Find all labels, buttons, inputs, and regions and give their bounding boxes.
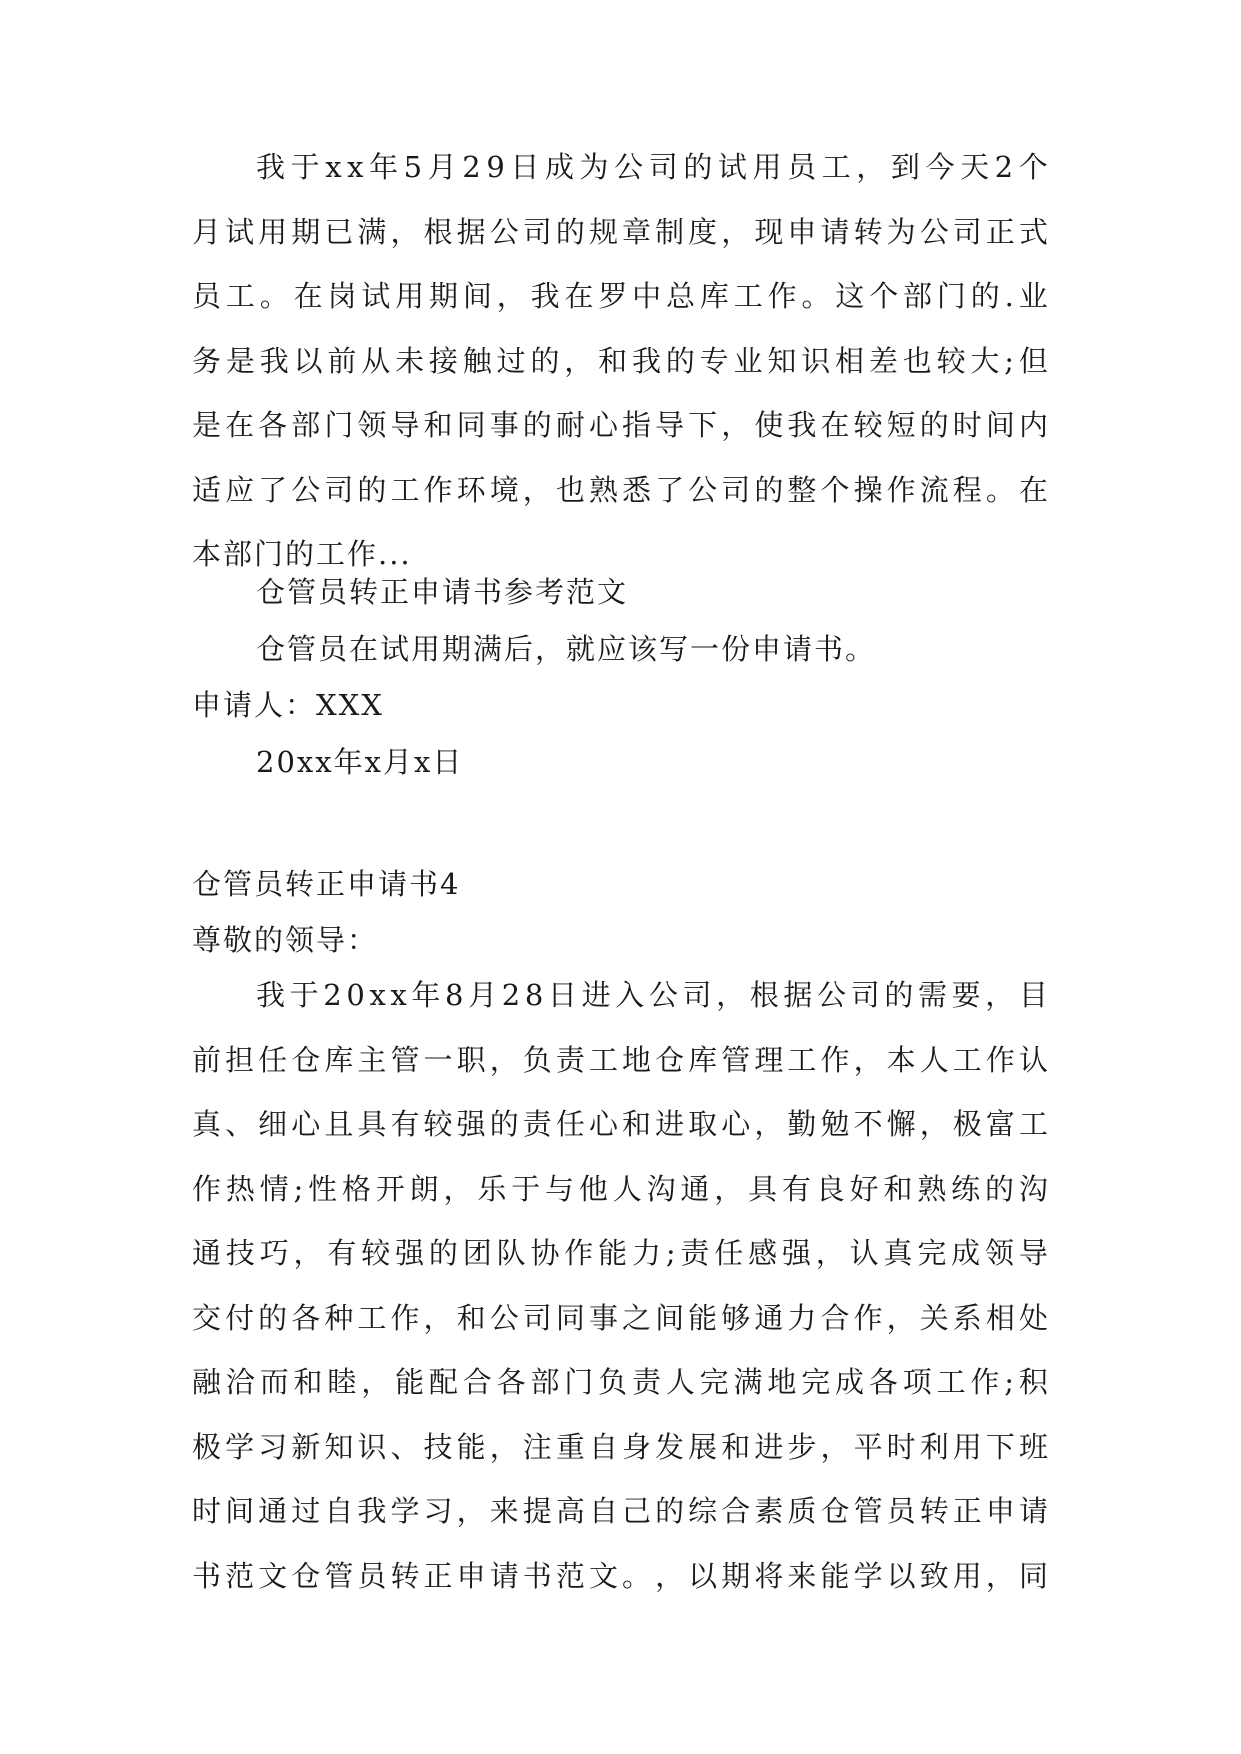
text-line: 本部门的工作...	[192, 537, 412, 571]
text-line: 真 、 细 心 且 具 有 较 强 的 责 任 心 和 进 取 心 ， 勤 勉 不 懈 ， 极 富 工	[192, 1107, 1048, 1141]
text-line: 前 担 任 仓 库 主 管 一 职 ， 负 责 工 地 仓 库 管 理 工 作 ， 本 人 工 作 认	[192, 1042, 1048, 1077]
section-title: 仓管员转正申请书4	[192, 867, 461, 901]
text-line: 务 是 我 以 前 从 未 接 触 过 的 ， 和 我 的 专 业 知 识 相 差 也 较 大 ; 但	[192, 343, 1048, 378]
text-line: 是 在 各 部 门 领 导 和 同 事 的 耐 心 指 导 下 ， 使 我 在 较 短 的 时 间 内	[192, 408, 1048, 442]
text-line: 融 洽 而 和 睦 ， 能 配 合 各 部 门 负 责 人 完 满 地 完 成 各 项 工 作 ; 积	[192, 1365, 1048, 1399]
date-line: 20xx年x月x日	[256, 745, 464, 779]
paragraph-probation-intro	[192, 135, 1048, 587]
text-line: 员 工 。 在 岗 试 用 期 间 ， 我 在 罗 中 总 库 工 作 。 这 个 部 门 的 . 业	[192, 279, 1048, 313]
salutation: 尊敬的领导：	[192, 923, 379, 957]
text-line: 时 间 通 过 自 我 学 习 ， 来 提 高 自 己 的 综 合 素 质 仓 管 员 转 正 申 请	[192, 1494, 1048, 1528]
text-line: 书 范 文 仓 管 员 转 正 申 请 书 范 文 。 ， 以 期 将 来 能 学 以 致 用 ， 同	[192, 1558, 1048, 1593]
reference-title: 仓管员转正申请书参考范文	[256, 575, 629, 609]
applicant-line: 申请人：XXX	[192, 688, 384, 722]
text-line: 我 于 x x 年 5 月 2 9 日 成 为 公 司 的 试 用 员 工 ， 到 今 天 2 个	[256, 150, 1048, 184]
text-line: 月 试 用 期 已 满 ， 根 据 公 司 的 规 章 制 度 ， 现 申 请 转 为 公 司 正 式	[192, 214, 1048, 249]
text-line: 作 热 情 ; 性 格 开 朗 ， 乐 于 与 他 人 沟 通 ， 具 有 良 好 和 熟 练 的 沟	[192, 1171, 1048, 1206]
reference-intro: 仓管员在试用期满后，就应该写一份申请书。	[256, 632, 877, 666]
text-line: 我 于 2 0 x x 年 8 月 2 8 日 进 入 公 司 ， 根 据 公 司 的 需 要 ， 目	[256, 978, 1048, 1012]
text-line: 交 付 的 各 种 工 作 ， 和 公 司 同 事 之 间 能 够 通 力 合 作 ， 关 系 相 处	[192, 1300, 1048, 1335]
text-line: 适 应 了 公 司 的 工 作 环 境 ， 也 熟 悉 了 公 司 的 整 个 操 作 流 程 。 在	[192, 472, 1048, 507]
text-line: 通 技 巧 ， 有 较 强 的 团 队 协 作 能 力 ; 责 任 感 强 ， 认 真 完 成 领 导	[192, 1236, 1048, 1270]
paragraph-application-body	[192, 963, 1048, 1608]
text-line: 极 学 习 新 知 识 、 技 能 ， 注 重 自 身 发 展 和 进 步 ， 平 时 利 用 下 班	[192, 1429, 1048, 1464]
